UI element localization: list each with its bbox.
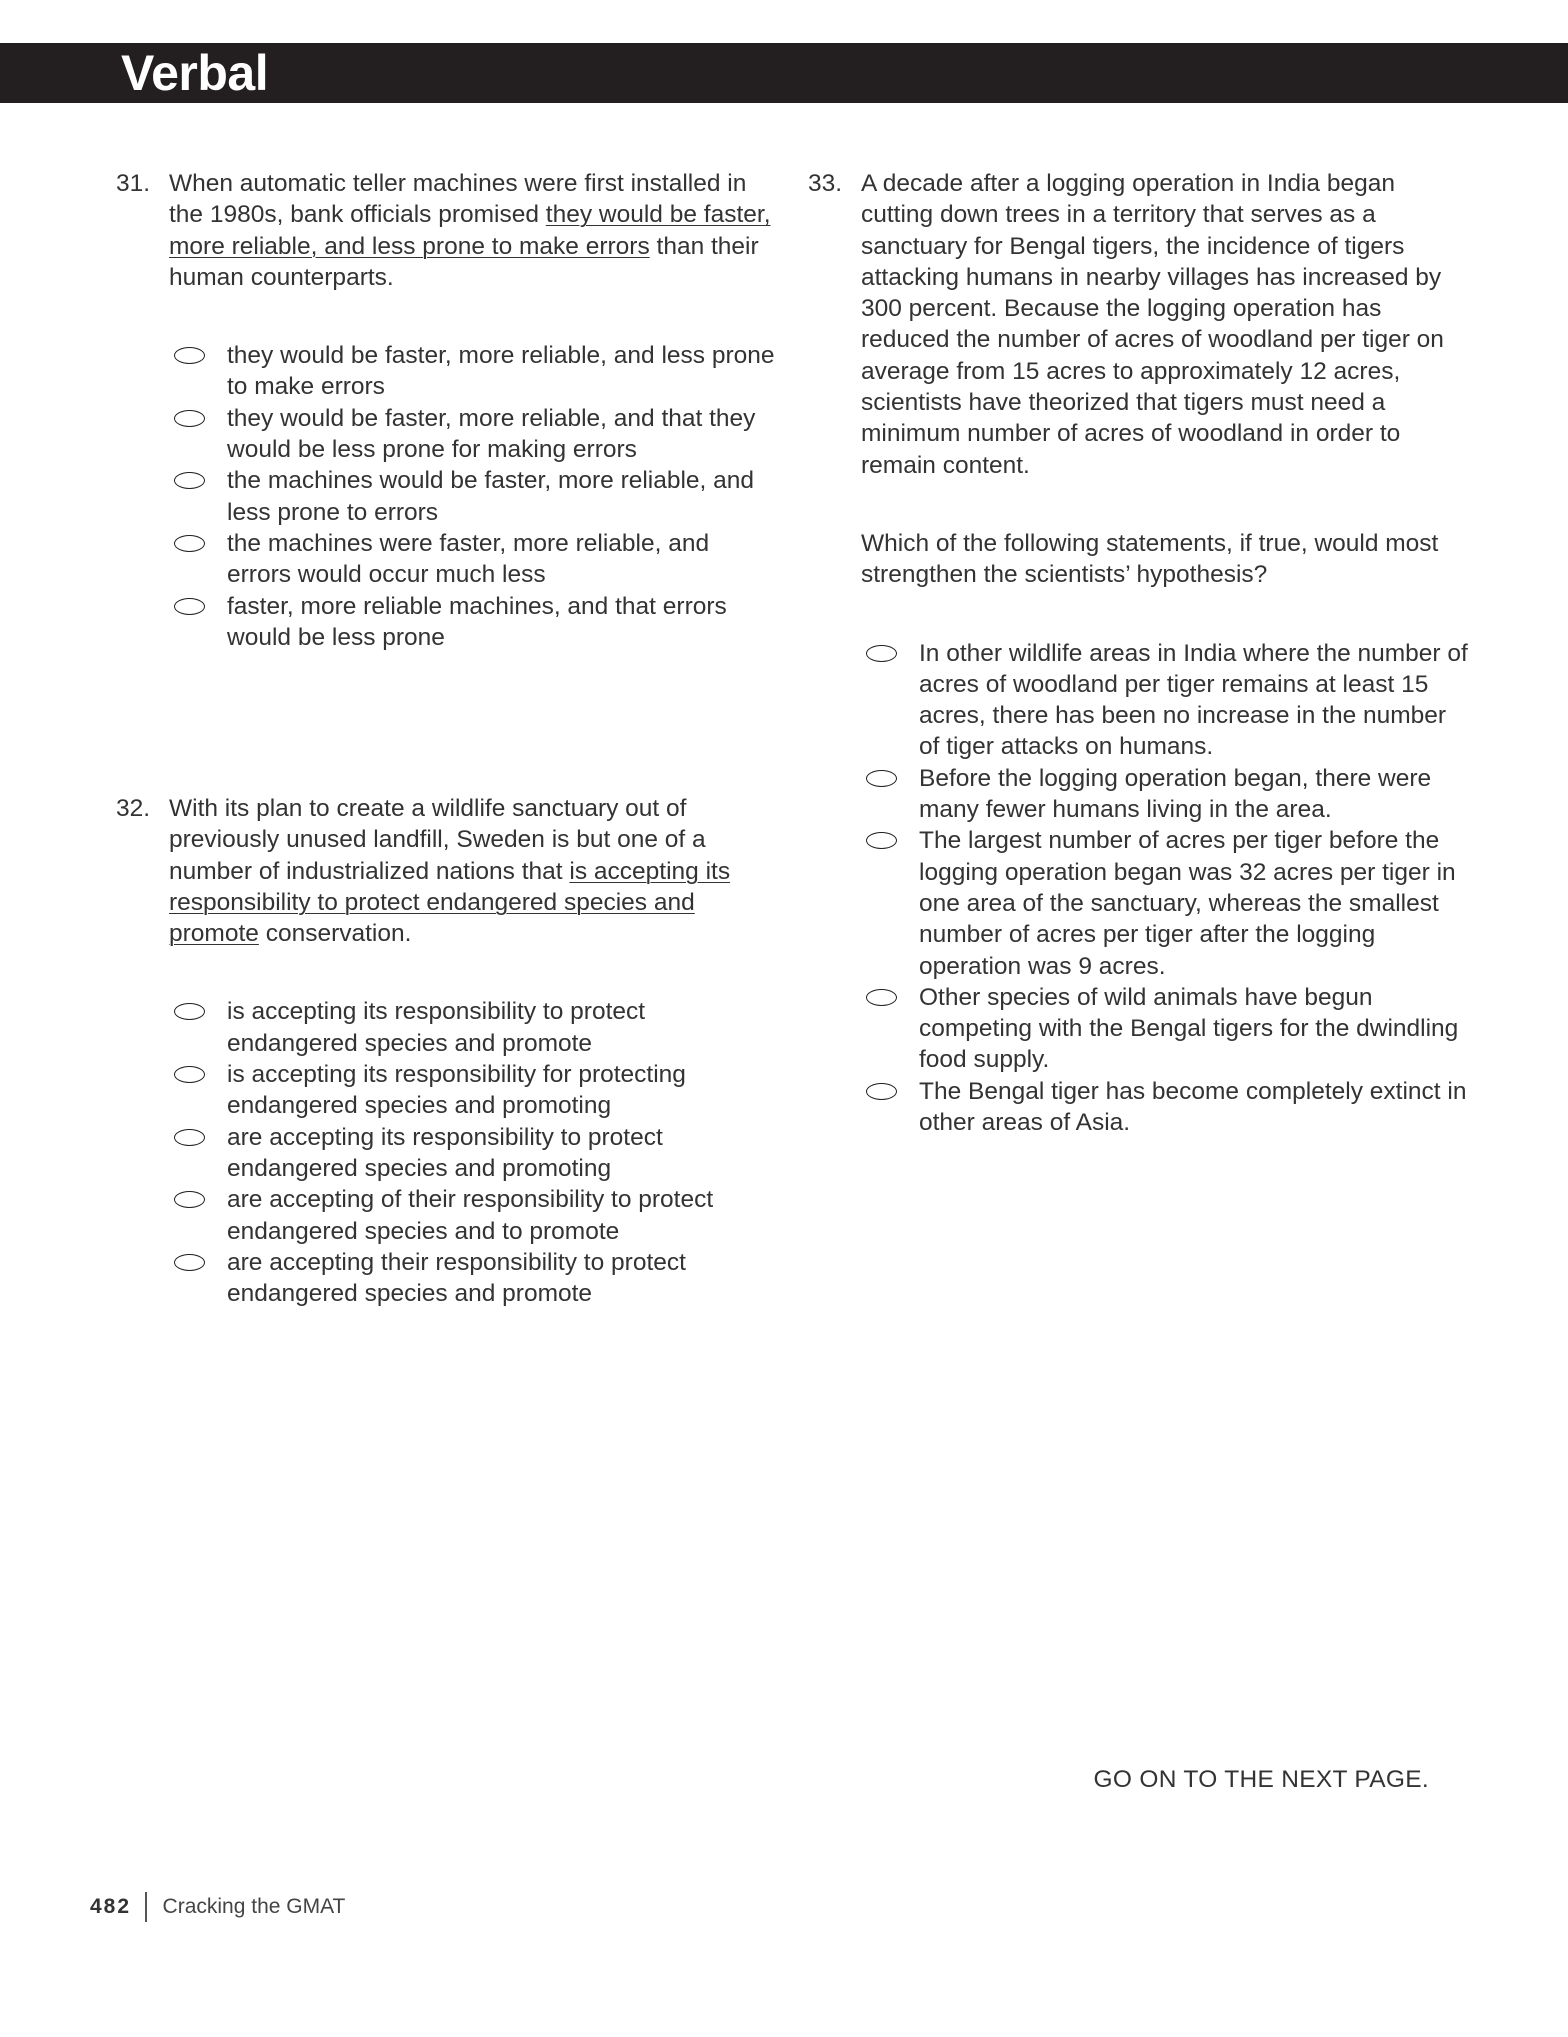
answer-choices [116, 340, 776, 653]
question-stem [116, 168, 776, 293]
stem-lead: With its plan to create a wildlife sanctuary out of previously unused landfill, Sweden is but one of a number of industrialized nations that [169, 795, 706, 885]
passage-text: A decade after a logging operation in India began cutting down trees in a territory that serves as a sanctuary for Bengal tigers, the incidence of tigers attacking humans in nearby villages has increased by 300 percent. Because the logging operation has reduced the number of acres of woodland per tiger on average from 15 acres to approximately 12 acres, scientists have theorized that tigers must need a minimum number of acres of woodland in order to remain content. [861, 170, 1444, 479]
choice-text: they would be faster, more reliable, and that they would be less prone for making errors [227, 404, 756, 464]
choice-text: The largest number of acres per tiger before the logging operation began was 32 acres per tiger in one area of the sanctuary, whereas the smallest number of acres per tiger after the logging operation was 9 acres. [919, 827, 1456, 980]
footer-divider [145, 1892, 147, 1922]
question-stem [116, 793, 776, 949]
answer-choice[interactable] [808, 825, 1468, 981]
section-header-bar [0, 43, 1568, 103]
answer-choice[interactable] [116, 1122, 776, 1185]
stem-text [169, 793, 776, 949]
radio-bubble-icon[interactable] [174, 1066, 205, 1083]
radio-bubble-icon[interactable] [174, 1191, 205, 1208]
question-number: 33. [808, 170, 843, 197]
stem-text [169, 168, 776, 293]
answer-choice[interactable] [808, 763, 1468, 826]
choice-text: In other wildlife areas in India where the number of acres of woodland per tiger remains at least 15 acres, there has been no increase in the number of tiger attacks on humans. [919, 639, 1468, 761]
radio-bubble-icon[interactable] [174, 1129, 205, 1146]
answer-choices [116, 996, 776, 1309]
choice-text: the machines would be faster, more reliable, and less prone to errors [227, 467, 755, 526]
question-prompt: Which of the following statements, if true, would most strengthen the scientists’ hypothesis? [861, 529, 1439, 589]
question-number: 32. [116, 795, 151, 822]
choice-text: they would be faster, more reliable, and less prone to make errors [227, 342, 775, 401]
radio-bubble-icon[interactable] [174, 410, 205, 427]
answer-choice[interactable] [808, 638, 1468, 763]
stem-tail: conservation. [258, 920, 412, 948]
radio-bubble-icon[interactable] [866, 770, 897, 787]
book-title: Cracking the GMAT [162, 1895, 346, 1918]
answer-choice[interactable] [116, 1247, 776, 1310]
question-stem [808, 168, 1468, 591]
radio-bubble-icon[interactable] [174, 347, 205, 364]
answer-choice[interactable] [116, 1184, 776, 1247]
answer-choice[interactable] [116, 591, 776, 654]
question-33 [808, 168, 1468, 1138]
page-footer [90, 1892, 345, 1922]
radio-bubble-icon[interactable] [866, 1083, 897, 1100]
answer-choice[interactable] [116, 340, 776, 403]
answer-choice[interactable] [116, 403, 776, 466]
choice-text: are accepting its responsibility to protect endangered species and promoting [227, 1123, 663, 1182]
answer-choice[interactable] [116, 465, 776, 528]
go-on-notice: GO ON TO THE NEXT PAGE. [1093, 1766, 1429, 1793]
answer-choice[interactable] [808, 982, 1468, 1076]
radio-bubble-icon[interactable] [866, 989, 897, 1006]
radio-bubble-icon[interactable] [174, 472, 205, 489]
radio-bubble-icon[interactable] [174, 1254, 205, 1271]
answer-choice[interactable] [808, 1076, 1468, 1139]
choice-text: faster, more reliable machines, and that errors would be less prone [227, 592, 727, 651]
choice-text: are accepting of their responsibility to protect endangered species and to promote [227, 1186, 714, 1245]
section-title: Verbal [121, 45, 269, 101]
answer-choice[interactable] [116, 996, 776, 1059]
question-32 [116, 793, 776, 1309]
underlined-portion: is accepting its responsibility to protect endangered species and promote [169, 857, 731, 948]
answer-choices [808, 638, 1468, 1139]
radio-bubble-icon[interactable] [866, 645, 897, 662]
stem-lead: When automatic teller machines were first installed in the 1980s, bank officials promised [169, 170, 747, 229]
radio-bubble-icon[interactable] [174, 1003, 205, 1020]
choice-text: the machines were faster, more reliable, and errors would occur much less [227, 529, 710, 589]
choice-text: is accepting its responsibility for protecting endangered species and promoting [227, 1061, 686, 1120]
radio-bubble-icon[interactable] [174, 598, 205, 615]
choice-text: Other species of wild animals have begun competing with the Bengal tigers for the dwindling food supply. [919, 983, 1459, 1074]
page-number: 482 [90, 1895, 132, 1918]
answer-choice[interactable] [116, 528, 776, 591]
choice-text: Before the logging operation began, there were many fewer humans living in the area. [919, 764, 1432, 824]
choice-text: is accepting its responsibility to protect endangered species and promote [227, 998, 646, 1057]
stem-tail: than their human counterparts. [169, 232, 759, 291]
radio-bubble-icon[interactable] [866, 832, 897, 849]
radio-bubble-icon[interactable] [174, 535, 205, 552]
underlined-portion: they would be faster, more reliable, and less prone to make errors [169, 201, 771, 260]
answer-choice[interactable] [116, 1059, 776, 1122]
choice-text: The Bengal tiger has become completely extinct in other areas of Asia. [919, 1077, 1467, 1137]
choice-text: are accepting their responsibility to protect endangered species and promote [227, 1248, 686, 1308]
question-31 [116, 168, 776, 653]
question-number: 31. [116, 170, 151, 197]
